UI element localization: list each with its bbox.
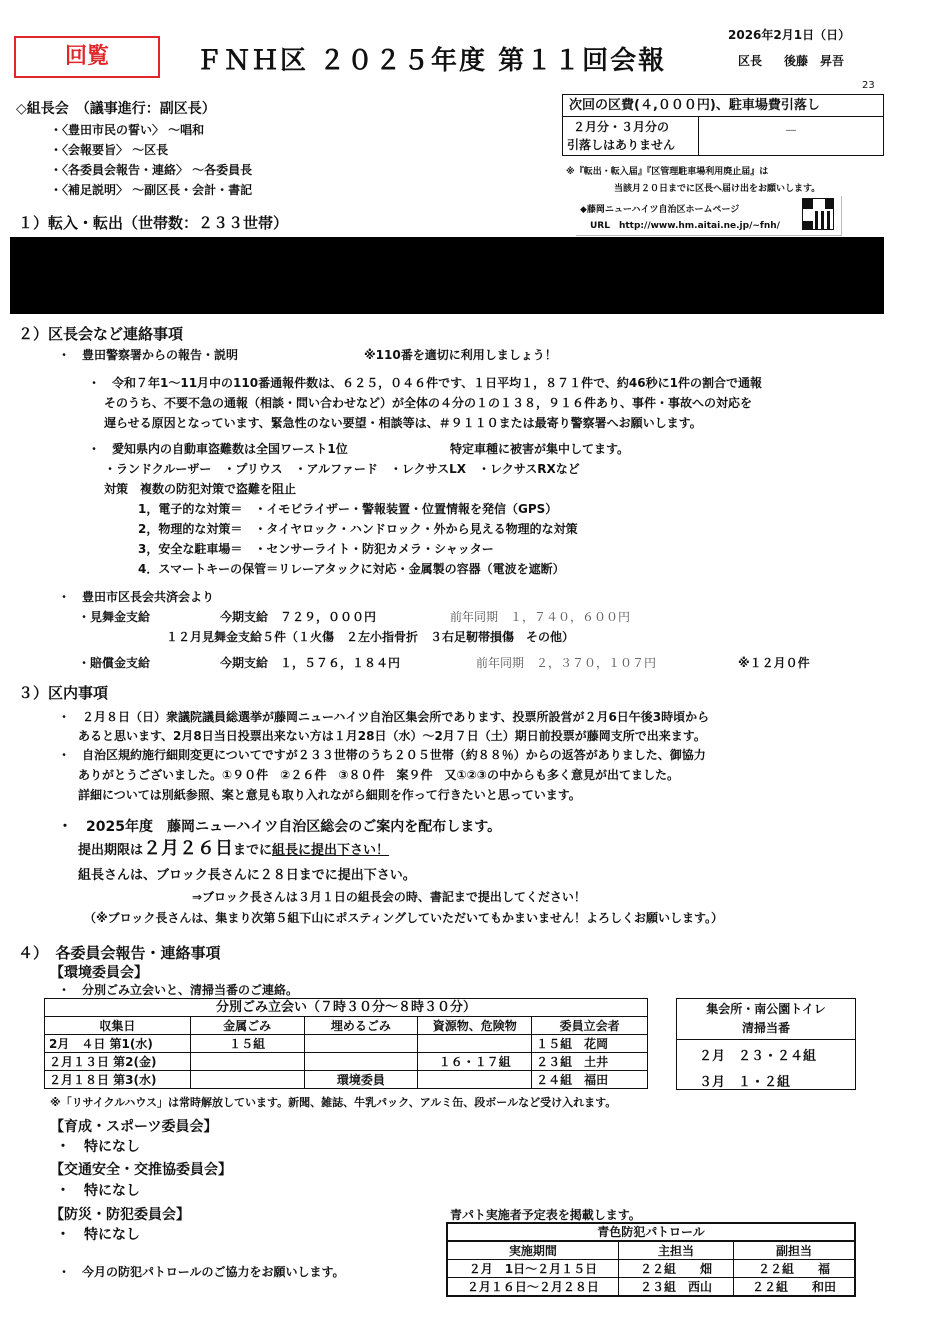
- table-cell: [190, 1053, 304, 1071]
- table-cell: ２４組 福田: [532, 1071, 648, 1089]
- patrol-intro: 青パト実施者予定表を掲載します。: [450, 1208, 641, 1222]
- baisho-label: ・賠償金支給: [78, 656, 151, 670]
- garbage-header: 委員立会者: [532, 1017, 648, 1035]
- table-cell: [418, 1035, 532, 1053]
- table-row: [45, 1053, 648, 1071]
- table-cell: ２２組 和田: [734, 1278, 855, 1297]
- redacted-block: [10, 237, 884, 314]
- cleaning-box: [676, 998, 856, 1090]
- garbage-header: 埋めるごみ: [304, 1017, 418, 1035]
- fee-note-2: 当該月２０日までに区長へ届け出をお願いします。: [614, 184, 821, 194]
- theft-cars: ・ランドクルーザー ・プリウス ・アルファード ・レクサスLX ・レクサスRXなど: [104, 462, 580, 476]
- table-row: [447, 1278, 855, 1297]
- garbage-table: [44, 998, 648, 1089]
- table-cell: ２月１８日 第3(水): [45, 1071, 191, 1089]
- garbage-header: 資源物、危険物: [418, 1017, 532, 1035]
- qr-code-icon: [802, 198, 834, 230]
- fee-box-line2: 引落しはありません: [567, 138, 676, 152]
- sec3-line-4: ありがとうございました。①９０件 ②２６件 ③８０件 案９件 又①②③の中からも多く意見が出てました。: [78, 768, 679, 782]
- homepage-url[interactable]: URL http://www.hm.aitai.ne.jp/~fnh/: [590, 221, 780, 231]
- police-line-3: 遅らせる原因となっています、緊急性のない要望・相談等は、＃９１１０または最寄り警察署へお願いします。: [104, 416, 702, 430]
- police-note: ※110番を適切に利用しましょう！: [364, 348, 557, 362]
- meeting-heading: ◇組長会 （議事進行：副区長）: [16, 101, 216, 117]
- table-cell: 2月 ４日 第1(水): [45, 1035, 191, 1053]
- table-cell: １５組 花岡: [532, 1035, 648, 1053]
- table-cell: [190, 1071, 304, 1089]
- issue-date: 2026年2月1日（日）: [728, 28, 851, 42]
- meeting-item-3: ・〈各委員会報告・連絡〉 ～各委員長: [50, 163, 253, 177]
- section1-heading: １）転入・転出（世帯数：２３３世帯）: [18, 214, 289, 232]
- chief-name: 後藤 昇吾: [784, 54, 845, 68]
- recycle-note: ※「リサイクルハウス」は常時解放しています。新聞、雑誌、牛乳パック、アルミ缶、段ボールなど受け入れます。: [50, 1096, 617, 1109]
- fee-box-value: －: [784, 124, 798, 139]
- env-title: 【環境委員会】: [50, 965, 148, 981]
- measure-4: 4．スマートキーの保管＝リレーアタックに対応・金属製の容器（電波を遮断）: [138, 562, 565, 576]
- traffic-title: 【交通安全・交推協委員会】: [50, 1162, 232, 1178]
- theft-line: ・ 愛知県内の自動車盗難数は全国ワースト1位: [88, 442, 348, 456]
- baisho-amount: 今期支給 １，５７６，１８４円: [220, 656, 401, 670]
- cleaning-row-2: ３月 １・２組: [699, 1075, 791, 1090]
- env-item: ・ 分別ごみ立会いと、清掃当番のご連絡。: [58, 983, 299, 997]
- patrol-header: 主担当: [618, 1241, 733, 1260]
- table-row: [447, 1260, 855, 1278]
- traffic-item: ・ 特になし: [56, 1183, 140, 1199]
- section2-heading: ２）区長会など連絡事項: [18, 325, 184, 343]
- chief-role: 区長: [738, 54, 763, 68]
- deadline-link: 組長に提出下さい！: [272, 843, 390, 858]
- section3-heading: ３）区内事項: [18, 684, 109, 702]
- table-cell: 環境委員: [304, 1071, 418, 1089]
- police-line-1: ・ 令和７年1～11月中の110番通報件数は、６２５，０４６件です、１日平均１，８７１件で、約46秒に1件の割合で通報: [88, 376, 762, 390]
- table-cell: １５組: [190, 1035, 304, 1053]
- baisho-prev: 前年同期 ２，３７０，１０７円: [476, 656, 657, 670]
- table-cell: ２月１６日～２月２８日: [447, 1278, 618, 1297]
- homepage-label: ◆藤岡ニューハイツ自治区ホームページ: [580, 205, 740, 215]
- kumicho-line: 組長さんは、ブロック長さんに２８日までに提出下さい。: [78, 868, 416, 883]
- police-title: ・ 豊田警察署からの報告・説明: [58, 348, 239, 362]
- page-title: ＦＮＨ区 ２０２５年度 第１１回会報: [196, 46, 667, 76]
- homepage-box: [576, 196, 842, 236]
- table-cell: １６・１７組: [418, 1053, 532, 1071]
- sec3-line-5: 詳細については別紙参照、案と意見も取り入れながら細則を作って行きたいと思っています。: [78, 788, 581, 802]
- meeting-item-2: ・〈会報要旨〉 ～区長: [50, 143, 169, 157]
- garbage-header: 金属ごみ: [190, 1017, 304, 1035]
- patrol-header: 実施期間: [447, 1241, 618, 1260]
- fee-note-1: ※『転出・転入届』『区管理駐車場利用廃止届』は: [566, 167, 769, 177]
- youth-item: ・ 特になし: [56, 1139, 140, 1155]
- page-number: 23: [862, 80, 875, 91]
- garbage-caption: 分別ごみ立会い（７時３０分～８時３０分）: [44, 998, 648, 1016]
- cleaning-title-1: 集会所・南公園トイレ: [706, 1002, 826, 1016]
- mimai-detail: １２月見舞金支給５件（１火傷 ２左小指骨折 ３右足靭帯損傷 その他）: [166, 630, 575, 644]
- general-meeting-title: ・ 2025年度 藤岡ニューハイツ自治区総会のご案内を配布します。: [58, 819, 502, 835]
- theft-measures: 対策 複数の防犯対策で盗難を阻止: [104, 482, 297, 496]
- patrol-thanks: ・ 今月の防犯パトロールのご協力をお願いします。: [58, 1265, 345, 1279]
- deadline-line: [78, 834, 389, 860]
- table-cell: ２３組 西山: [618, 1278, 733, 1297]
- cleaning-row-1: ２月 ２３・２４組: [699, 1049, 817, 1064]
- table-cell: [304, 1035, 418, 1053]
- mimai-label: ・見舞金支給: [78, 610, 151, 624]
- fee-box-line1: ２月分・３月分の: [573, 120, 670, 134]
- table-cell: ２２組 畑: [618, 1260, 733, 1278]
- sec3-line-1: ・ ２月８日（日）衆議院議員総選挙が藤岡ニューハイツ自治区集会所であります、投票所設営が２月6日午後3時頃から: [58, 710, 710, 724]
- patrol-caption: 青色防犯パトロール: [446, 1222, 856, 1240]
- table-row: [45, 1071, 648, 1089]
- table-cell: [304, 1053, 418, 1071]
- patrol-table: [446, 1222, 856, 1297]
- deadline-post: までに: [233, 843, 273, 858]
- table-cell: [418, 1071, 532, 1089]
- sec3-line-3: ・ 自治区規約施行細則変更についてですが２３３世帯のうち２０５世帯（約８８％）からの返答がありました、御協力: [58, 748, 706, 762]
- deadline-date: ２月２６日: [143, 838, 234, 859]
- baisho-note: ※１２月０件: [738, 656, 810, 670]
- measure-3: 3，安全な駐車場＝ ・センサーライト・防犯カメラ・シャッター: [138, 542, 494, 556]
- mimai-prev: 前年同期 １，７４０，６００円: [450, 610, 631, 624]
- meeting-item-4: ・〈補足説明〉 ～副区長・会計・書記: [50, 183, 253, 197]
- cleaning-title-2: 清掃当番: [677, 1019, 855, 1040]
- fee-box: [562, 94, 884, 156]
- youth-title: 【育成・スポーツ委員会】: [50, 1119, 218, 1135]
- table-cell: ２月１３日 第2(金): [45, 1053, 191, 1071]
- table-cell: ２月 1日～２月１５日: [447, 1260, 618, 1278]
- meeting-item-1: ・〈豊田市民の誓い〉 ～唱和: [50, 123, 205, 137]
- posting-line: （※ブロック長さんは、集まり次第５組下山にポスティングしていただいてもかまいません！よろしくお願いします。）: [84, 911, 724, 925]
- disaster-title: 【防災・防犯委員会】: [50, 1207, 190, 1223]
- table-row: [45, 1035, 648, 1053]
- patrol-header: 副担当: [734, 1241, 855, 1260]
- measure-1: 1，電子的な対策＝ ・イモビライザー・警報装置・位置情報を発信（GPS）: [138, 502, 558, 516]
- deadline-pre: 提出期限は: [78, 843, 144, 858]
- police-line-2: そのうち、不要不急の通報（相談・問い合わせなど）が全体の４分の１の１３８，９１６件あり、事件・事故への対応を: [104, 396, 753, 410]
- garbage-header: 収集日: [45, 1017, 191, 1035]
- mimai-amount: 今期支給 ７２９，０００円: [220, 610, 377, 624]
- section4-heading: ４） 各委員会報告・連絡事項: [18, 944, 221, 962]
- block-line: ⇒ブロック長さんは３月１日の組長会の時、書記まで提出してください！: [192, 890, 586, 904]
- table-cell: ２３組 土井: [532, 1053, 648, 1071]
- circulation-stamp: 回覧: [14, 36, 160, 78]
- measure-2: 2，物理的な対策＝ ・タイヤロック・ハンドロック・外から見える物理的な対策: [138, 522, 578, 536]
- mutual-title: ・ 豊田市区長会共済会より: [58, 590, 215, 604]
- table-cell: ２２組 福: [734, 1260, 855, 1278]
- theft-line-b: 特定車種に被害が集中してます。: [450, 442, 630, 456]
- sec3-line-2: あると思います、2月8日当日投票出来ない方は１月28日（水）～2月７日（土）期日前投票が藤岡支所で出来ます。: [78, 729, 706, 743]
- fee-box-title: 次回の区費(４,０００円)、駐車場費引落し: [563, 95, 883, 117]
- disaster-item: ・ 特になし: [56, 1227, 140, 1243]
